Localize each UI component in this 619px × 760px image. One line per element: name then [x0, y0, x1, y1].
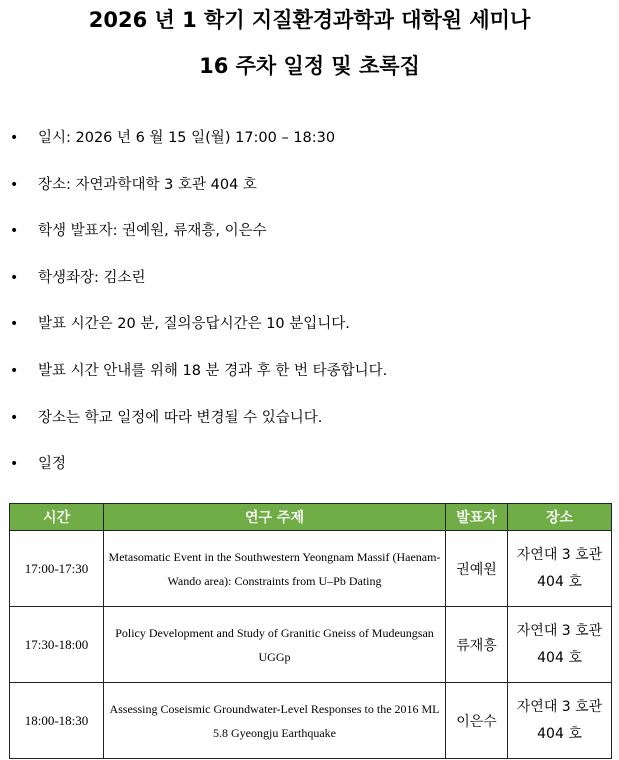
bullet-icon: •	[10, 456, 19, 473]
info-text: 장소: 자연과학대학 3 호관 404 호	[38, 176, 257, 193]
info-item-bell	[0, 361, 387, 408]
bullet-icon: •	[10, 316, 19, 333]
cell-topic: Metasomatic Event in the Southwestern Yeongnam Massif (Haenam-Wando area): Constraints from U–Pb Dating	[104, 531, 446, 607]
info-item-location	[0, 175, 387, 222]
cell-presenter: 이은수	[446, 683, 508, 759]
table-row	[10, 531, 612, 607]
document-title-line2: 16 주차 일정 및 초록집	[199, 54, 420, 78]
cell-presenter: 류재흥	[446, 607, 508, 683]
info-item-datetime	[0, 128, 387, 175]
bullet-icon: •	[10, 269, 19, 286]
bullet-icon: •	[10, 223, 19, 240]
info-text: 학생 발표자: 권예원, 류재흥, 이은수	[38, 223, 267, 240]
place-line1: 자연대 3 호관	[516, 622, 603, 639]
info-item-duration	[0, 314, 387, 361]
info-text: 일시: 2026 년 6 월 15 일(월) 17:00 – 18:30	[38, 130, 336, 146]
bullet-icon: •	[10, 409, 19, 426]
place-line1: 자연대 3 호관	[516, 698, 603, 715]
table-row	[10, 683, 612, 759]
info-item-chair	[0, 268, 387, 315]
info-text: 학생좌장: 김소린	[38, 269, 146, 286]
info-list	[0, 128, 387, 501]
cell-place	[508, 607, 612, 683]
place-line2: 404 호	[537, 649, 582, 666]
info-text: 발표 시간은 20 분, 질의응답시간은 10 분입니다.	[38, 316, 350, 333]
info-text: 일정	[38, 456, 67, 473]
place-line1: 자연대 3 호관	[516, 546, 603, 563]
cell-place	[508, 683, 612, 759]
document-title-line1: 2026 년 1 학기 지질환경과학과 대학원 세미나	[88, 8, 531, 32]
bullet-icon: •	[10, 176, 19, 193]
header-place: 장소	[508, 504, 612, 531]
bullet-icon: •	[10, 130, 19, 146]
info-item-schedule	[0, 454, 387, 501]
table-row	[10, 607, 612, 683]
cell-topic: Policy Development and Study of Granitic Gneiss of Mudeungsan UGGp	[104, 607, 446, 683]
cell-time: 17:00-17:30	[10, 531, 104, 607]
cell-presenter: 권예원	[446, 531, 508, 607]
cell-time: 18:00-18:30	[10, 683, 104, 759]
header-time: 시간	[10, 504, 104, 531]
bullet-icon: •	[10, 362, 19, 379]
header-presenter: 발표자	[446, 504, 508, 531]
cell-topic: Assessing Coseismic Groundwater-Level Responses to the 2016 ML 5.8 Gyeongju Earthquake	[104, 683, 446, 759]
place-line2: 404 호	[537, 573, 582, 590]
info-text: 발표 시간 안내를 위해 18 분 경과 후 한 번 타종합니다.	[38, 362, 388, 379]
table-header-row	[10, 504, 612, 531]
header-topic: 연구 주제	[104, 504, 446, 531]
info-text: 장소는 학교 일정에 따라 변경될 수 있습니다.	[38, 409, 323, 426]
cell-place	[508, 531, 612, 607]
schedule-table	[9, 503, 612, 759]
info-item-notice	[0, 408, 387, 455]
cell-time: 17:30-18:00	[10, 607, 104, 683]
info-item-presenters	[0, 221, 387, 268]
place-line2: 404 호	[537, 725, 582, 742]
